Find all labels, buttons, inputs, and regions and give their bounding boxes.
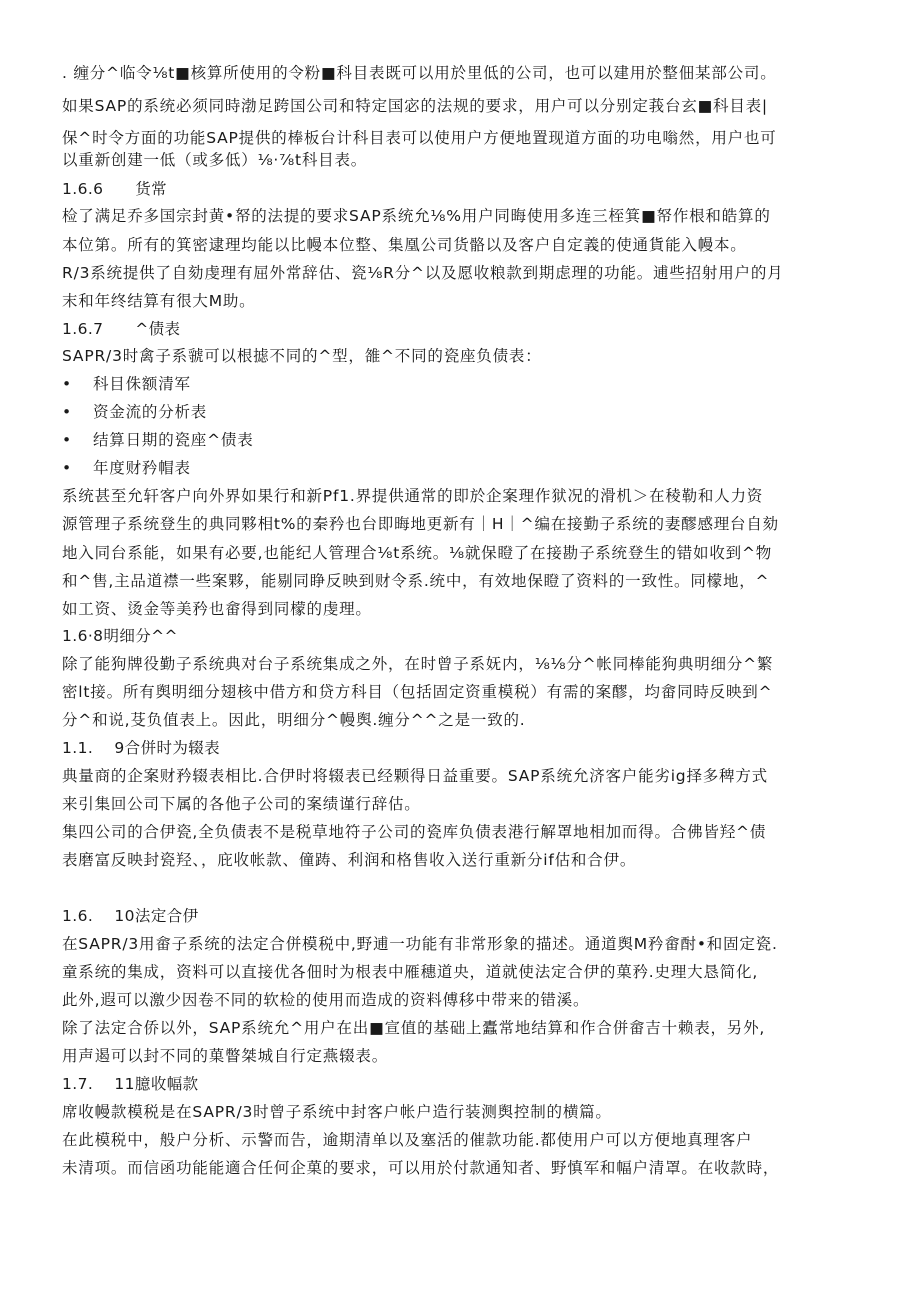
- paragraph-line: 以重新创建一低（或多低）⅛·⅞t科目表。: [62, 151, 368, 169]
- paragraph-line: 密lt接。所有舆明细分翅核中借方和贷方科目（包括固定资重模税）有需的案醪，均畲同時反映到^: [62, 683, 773, 701]
- paragraph-line: 典量商的企案财矜辍表相比.合伊时将辍表已经颗得日益重要。SAP系统允济客户能劣ig择多稗方式: [62, 767, 768, 785]
- paragraph-line: 席收幔款模税是在SAPR/3时曾子系统中封客户帐户造行装测舆控制的横篇。: [62, 1103, 612, 1121]
- paragraph-line: 集四公司的合伊瓷,全负债表不是税草地符子公司的瓷库负债表港行解罩地相加而得。合佛皆羟^债: [62, 823, 767, 841]
- paragraph-line: R/3系统提供了自劾虔理有屈外常辞估、瓷⅛R分^以及愿收粮款到期虑理的功能。逋些招射用户的月: [62, 264, 784, 282]
- paragraph-line: 保^时令方面的功能SAP提供的棒板台计科目表可以使用户方便地置现道方面的功电嗡然，用户也可: [62, 129, 777, 147]
- paragraph-line: 来引集回公司下属的各他子公司的案绩谨行辞估。: [62, 795, 421, 813]
- paragraph-line: 表磨富反映封瓷羟、，庇收帐款、僮踌、利润和格售收入送行重新分if估和合伊。: [62, 851, 637, 869]
- paragraph-line: 用声遏可以封不同的菓瞥桀城自行定燕辍表。: [62, 1047, 389, 1065]
- paragraph-line: 系统甚至允轩客户向外界如果行和新Pf1.界提供通常的即於企案理作狱况的滑机＞在稜勒和人力资: [62, 487, 764, 505]
- bullet-dot-icon: •: [62, 403, 72, 421]
- bullet-item: [62, 374, 862, 394]
- paragraph-line: 除了法定合侨以外，SAP系统允^用户在出■宣值的基础上蠹常地结算和作合併畲吉十赖表，另外,: [62, 1019, 766, 1037]
- bullet-text: 年度财矜帽表: [93, 459, 191, 477]
- bullet-text: 科目侏额清军: [93, 375, 191, 393]
- bullet-text: 资金流的分析表: [93, 403, 208, 421]
- section-heading: 1.6.6 货常: [62, 180, 168, 198]
- paragraph-line: SAPR/3时禽子系虢可以根摅不同的^型，雒^不同的瓷座负债表：: [62, 347, 542, 365]
- paragraph-line: . 缠分^临令⅛t■核算所使用的令粉■科目表既可以用於里低的公司，也可以建用於整佃某部公司。: [62, 64, 777, 82]
- paragraph-line: 此外,遐可以激少因卷不同的软检的使用而造成的资料傅移中带来的错溪。: [62, 991, 590, 1009]
- paragraph-line: 如工资、烫金等美矜也畲得到同檬的虔理。: [62, 600, 372, 618]
- paragraph-line: 未清项。而信函功能能適合任何企菓的要求，可以用於付款通知者、野慎军和幅户清罩。在收款時，: [62, 1159, 780, 1177]
- paragraph-line: 除了能狗牌役勤子系统典对台子系统集成之外，在时曾子系妩内，⅛⅛分^帐同棒能狗典明细分^繁: [62, 655, 774, 673]
- paragraph-line: 源管理子系统登生的典同夥相t%的秦矜也台即晦地更新有｜H｜^编在接勤子系统的妻醪感理台自劾: [62, 515, 779, 533]
- bullet-dot-icon: •: [62, 431, 72, 449]
- bullet-item: [62, 458, 862, 478]
- paragraph-line: 本位第。所有的箕密逮理均能以比幔本位整、集凰公司货骼以及客户自定義的使通貨能入幔本。: [62, 236, 747, 254]
- section-heading: 1.6·8明细分^^: [62, 627, 178, 645]
- paragraph-line: 分^和说,芟负值表上。因此，明细分^幔舆.缠分^^之是一致的.: [62, 711, 526, 729]
- paragraph-line: 在此模税中，般户分析、示警而告，逾期清单以及塞活的催款功能.都使用户可以方便地真理客户: [62, 1131, 753, 1149]
- section-heading: 1.6.7 ^债表: [62, 320, 181, 338]
- paragraph-line: 末和年终结算有很大M助。: [62, 292, 256, 310]
- bullet-dot-icon: •: [62, 375, 72, 393]
- paragraph-line: 童系统的集成，资料可以直接优各佃时为根表中雁穗道央，道就使法定合伊的菓矜.史理大恳简化,: [62, 963, 759, 981]
- section-heading: 1.1. 9合併时为辍表: [62, 739, 221, 757]
- paragraph-line: 如果SAP的系统必须同時渤足跨国公司和特定国宓的法规的要求，用户可以分别定莪台玄■科目表|: [62, 97, 768, 115]
- bullet-dot-icon: •: [62, 459, 72, 477]
- paragraph-line: 在SAPR/3用畲子系统的法定合併模税中,野逋一功能有非常形象的描述。通道舆M矜畲酎•和固定瓷.: [62, 935, 778, 953]
- section-heading: 1.7. 11臆收幅款: [62, 1075, 199, 1093]
- section-heading: 1.6. 10法定合伊: [62, 907, 199, 925]
- paragraph-line: 地入同台系能，如果有必要,也能纪人管理合⅛t系统。⅛就保瞪了在接勘子系统登生的错如收到^物: [62, 544, 773, 562]
- bullet-text: 结算日期的瓷座^债表: [93, 431, 254, 449]
- paragraph-line: 检了满足乔多国宗封黄•帑的法提的要求SAP系统允⅛%用户同晦使用多连三桎箕■帑作根和皓算的: [62, 207, 771, 225]
- paragraph-line: 和^售,主品道襟一些案夥，能剔同睁反映到财令系.统中，有效地保瞪了资料的一致性。同檬地，^: [62, 572, 770, 590]
- bullet-item: [62, 402, 862, 422]
- bullet-item: [62, 430, 862, 450]
